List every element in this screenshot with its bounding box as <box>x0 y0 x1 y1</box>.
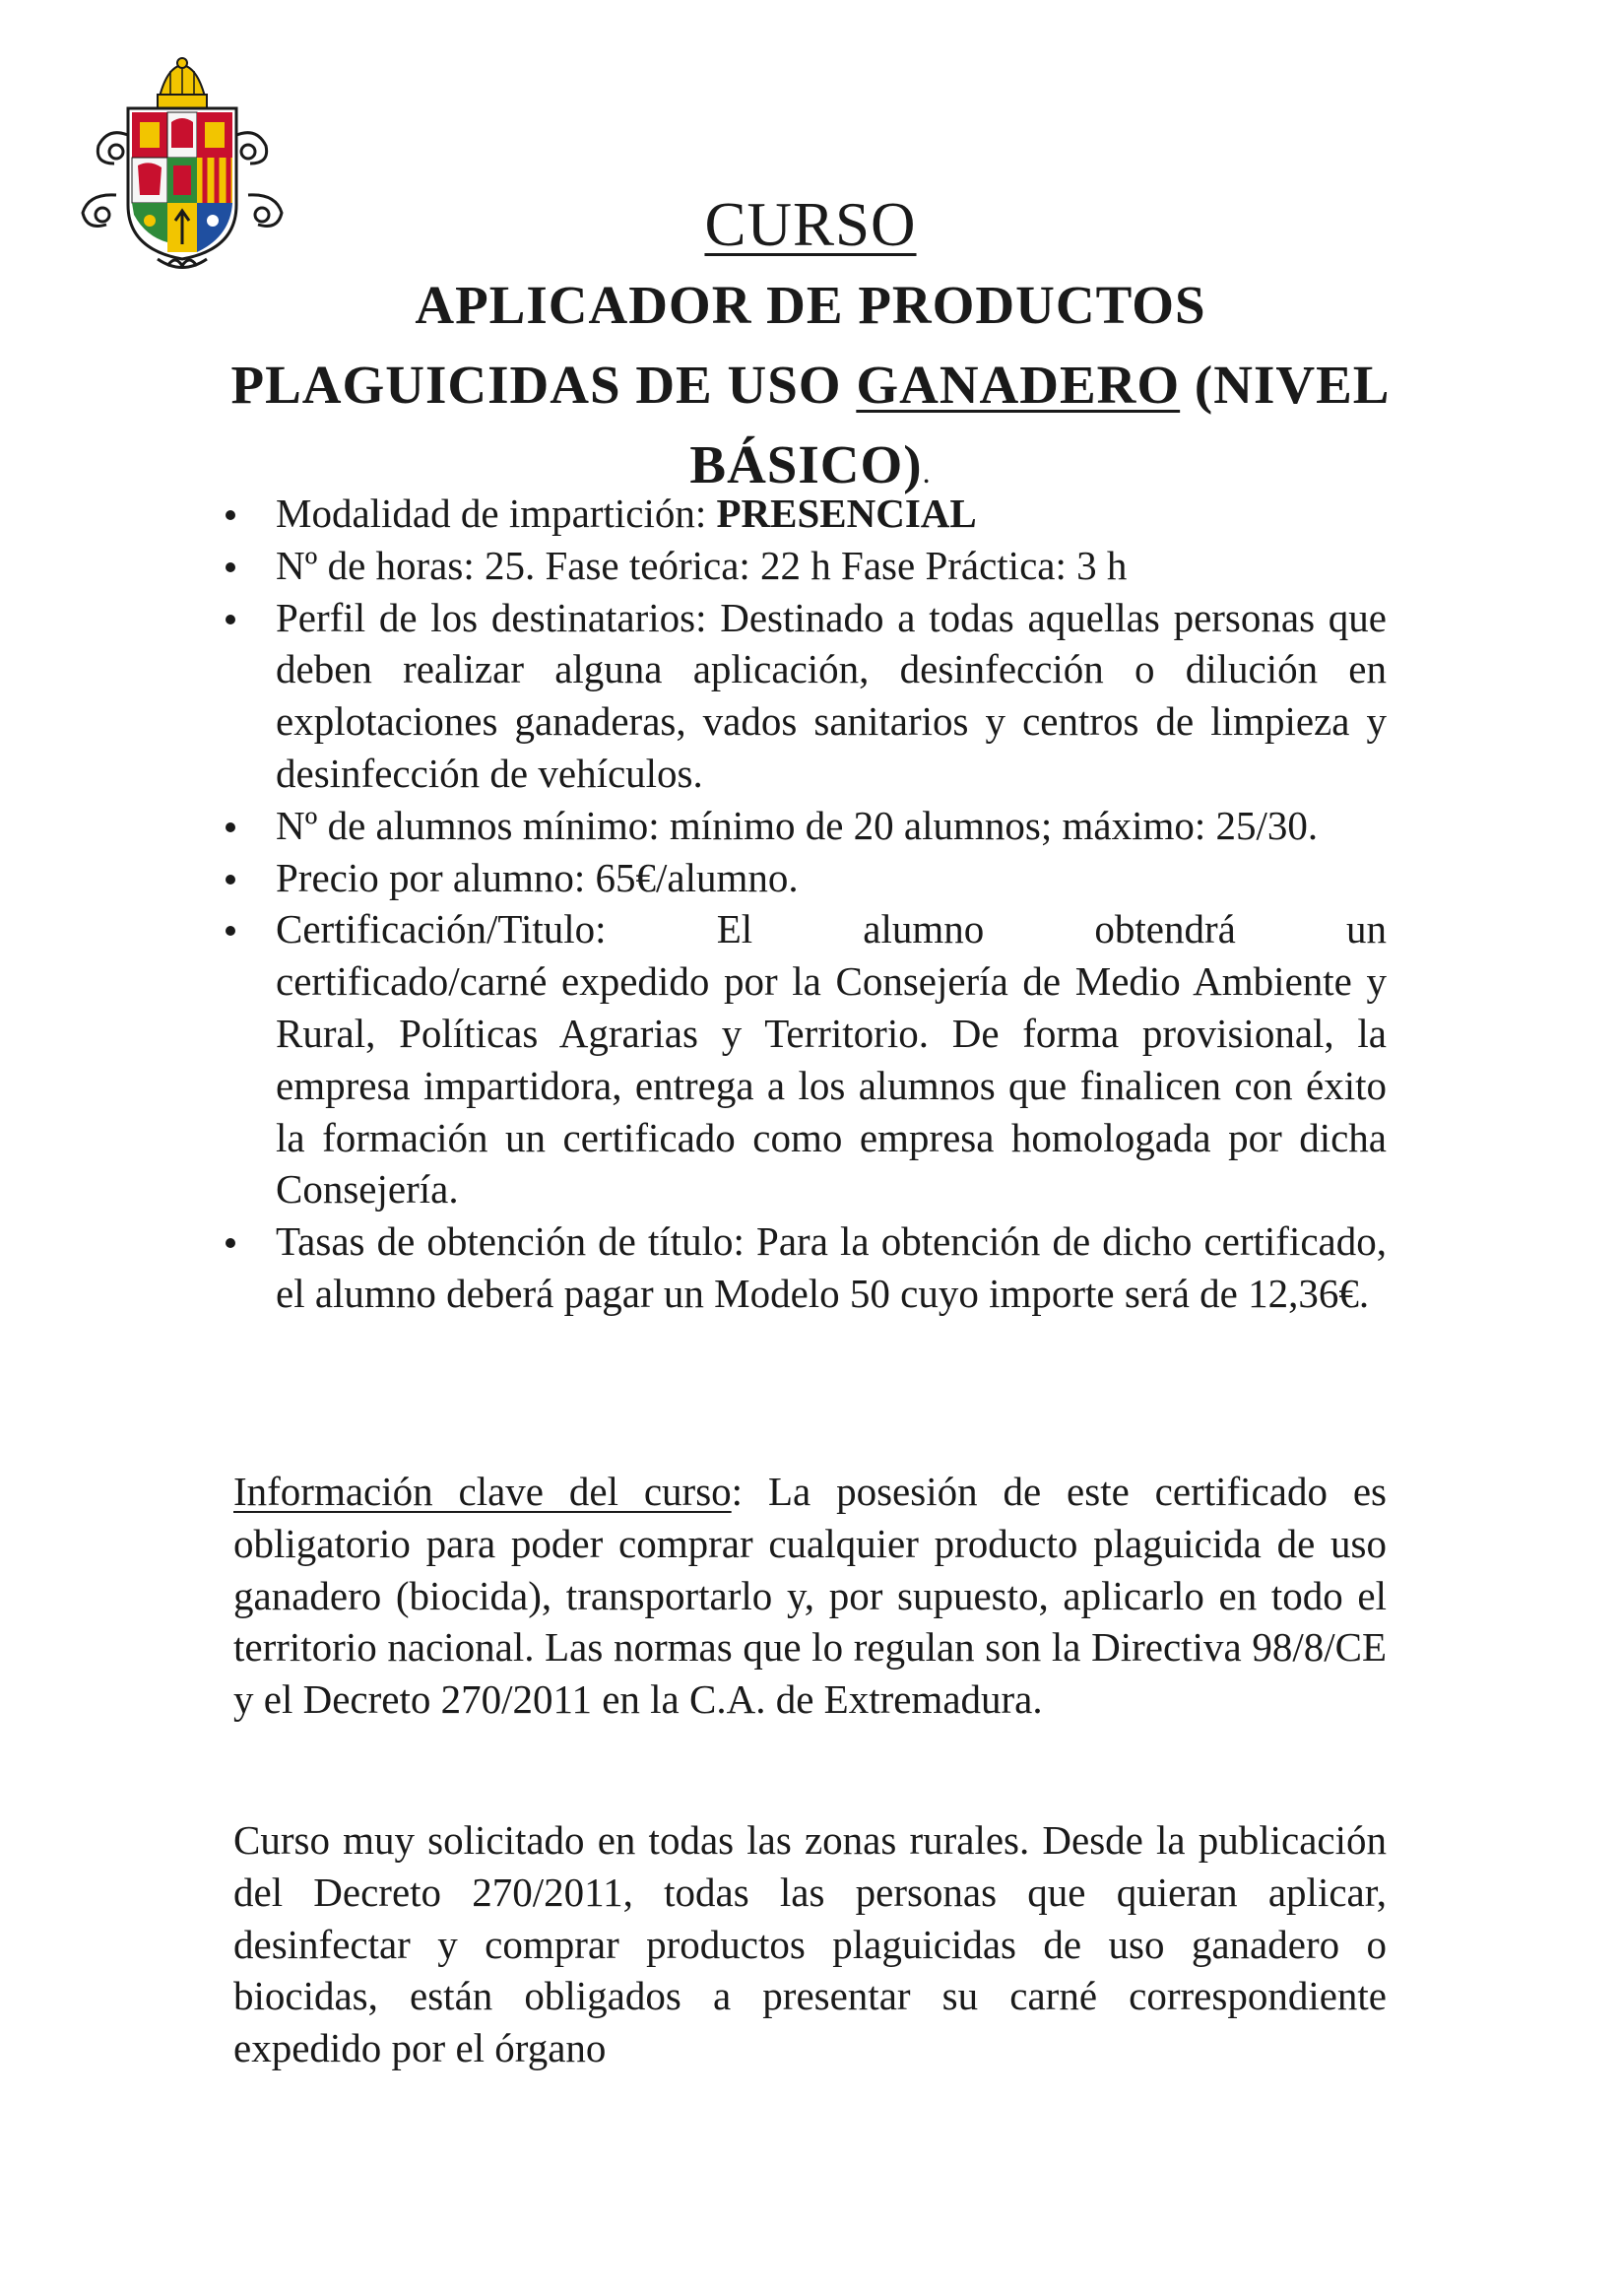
title-ganadero: GANADERO <box>856 355 1181 415</box>
list-item-precio: Precio por alumno: 65€/alumno. <box>276 852 1387 904</box>
modalidad-value: PRESENCIAL <box>716 491 977 536</box>
list-item-certificacion: Certificación/Titulo: El alumno obtendrá un certificado/carné expedido por la Consejería de Medio Ambiente y Rural, Políticas Agrarias y Territorio. De forma provisional, la empresa impartidora, entrega a los alumnos que finalicen con éxito la formación un certificado como empresa homologada por dicha Consejería. <box>276 903 1387 1215</box>
title-line-2: APLICADOR DE PRODUCTOS <box>415 275 1206 335</box>
info-label: Información clave del curso <box>233 1469 732 1514</box>
bullet-icon <box>226 926 235 936</box>
course-details-list <box>276 488 1387 1320</box>
bullet-icon <box>226 615 235 624</box>
bullet-icon <box>226 875 235 885</box>
bullet-icon <box>226 1238 235 1248</box>
title-line-4: BÁSICO). <box>689 434 932 494</box>
bullet-icon <box>226 562 235 572</box>
title-line-3: PLAGUICIDAS DE USO GANADERO (NIVEL <box>230 355 1391 415</box>
list-item-alumnos: Nº de alumnos mínimo: mínimo de 20 alumnos; máximo: 25/30. <box>276 800 1387 852</box>
title-curso: CURSO <box>704 190 917 259</box>
list-item-modalidad: Modalidad de impartición: PRESENCIAL <box>276 488 1387 540</box>
list-item-horas: Nº de horas: 25. Fase teórica: 22 h Fase Práctica: 3 h <box>276 540 1387 592</box>
document-title <box>197 185 1424 512</box>
list-item-perfil: Perfil de los destinatarios: Destinado a todas aquellas personas que deben realizar alguna aplicación, desinfección o dilución en explotaciones ganaderas, vados sanitarios y centros de limpieza y desinfección de vehículos. <box>276 592 1387 800</box>
crown-icon <box>158 58 207 108</box>
bullet-icon <box>226 822 235 832</box>
list-item-tasas: Tasas de obtención de título: Para la obtención de dicho certificado, el alumno deberá pagar un Modelo 50 cuyo importe será de 12,36€. <box>276 1215 1387 1320</box>
bullet-icon <box>226 510 235 520</box>
demand-paragraph: Curso muy solicitado en todas las zonas rurales. Desde la publicación del Decreto 270/2011, todas las personas que quieran aplicar, desinfectar y comprar productos plaguicidas de uso ganadero o biocidas, están obligados a presentar su carné correspondiente expedido por el órgano <box>233 1817 1387 2071</box>
info-paragraph: Información clave del curso: La posesión de este certificado es obligatorio para poder comprar cualquier producto plaguicida de uso ganadero (biocida), transportarlo y, por supuesto, aplicarlo en todo el territorio nacional. Las normas que lo regulan son la Directiva 98/8/CE y el Decreto 270/2011 en la C.A. de Extremadura. <box>233 1469 1387 1723</box>
